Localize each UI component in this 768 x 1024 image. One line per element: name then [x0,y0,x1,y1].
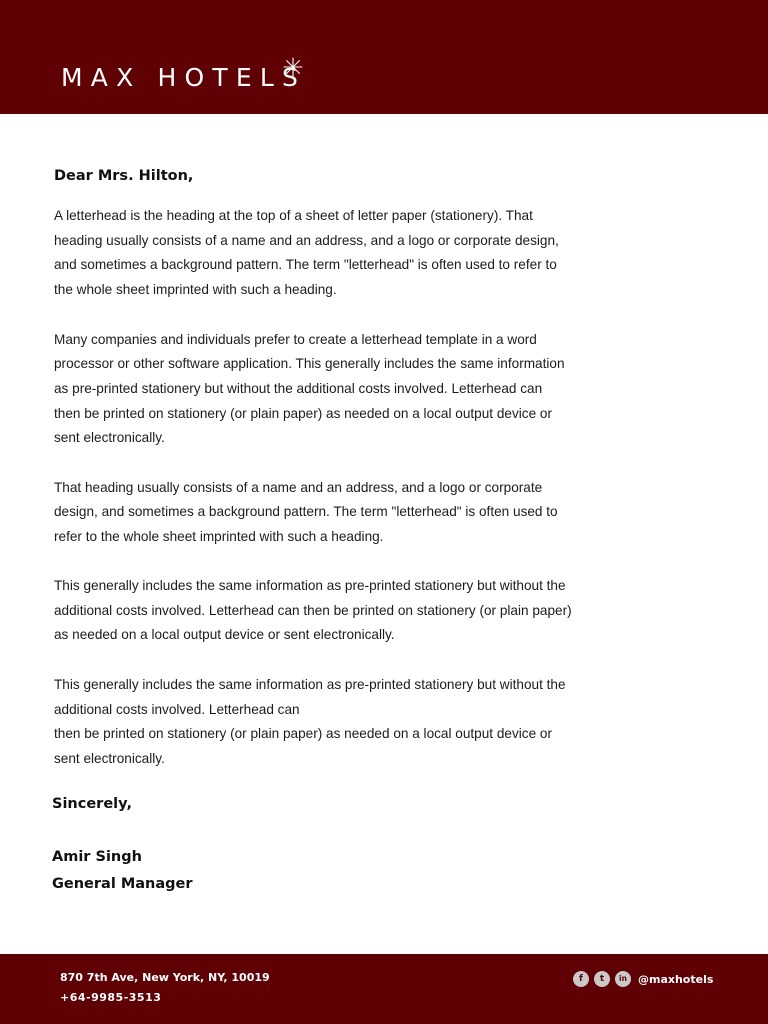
facebook-icon[interactable]: f [573,971,589,987]
paragraph-line: That heading usually consists of a name and an address, and a logo or corporate [54,479,543,495]
paragraph-line: refer to the whole sheet imprinted with such a heading. [54,528,384,544]
signer-title: General Manager [52,876,193,892]
closing: Sincerely, [52,796,132,812]
paragraph-line: additional costs involved. Letterhead can then be printed on stationery (or plain paper) [54,602,572,618]
paragraph-line: processor or other software application. This generally includes the same information [54,356,565,372]
paragraph-line: A letterhead is the heading at the top of a sheet of letter paper (stationery). That [54,208,533,223]
paragraph-line: then be printed on stationery (or plain paper) as needed on a local output device or [54,726,553,742]
salutation: Dear Mrs. Hilton, [54,168,194,184]
paragraph-5 [54,673,619,772]
paragraph-line: and sometimes a background pattern. The term "letterhead" is often used to refer to [54,257,557,273]
paragraph-line: Many companies and individuals prefer to create a letterhead template in a word [54,331,537,347]
paragraph-line: additional costs involved. Letterhead can [54,701,300,717]
signer-name: Amir Singh [52,849,142,865]
paragraph-1 [54,204,619,303]
paragraph-4 [54,574,619,648]
paragraph-3 [54,476,619,550]
brand-name: MAX HOTELS [61,63,307,92]
address: 870 7th Ave, New York, NY, 10019 [60,971,270,984]
phone-number: +64-9985-3513 [60,991,162,1004]
paragraph-line: then be printed on stationery (or plain paper) as needed on a local output device or [54,405,553,421]
asterisk-star-icon [283,57,303,77]
social-handle[interactable]: @maxhotels [638,972,714,986]
paragraph-line: sent electronically. [54,751,165,767]
paragraph-line: This generally includes the same information as pre-printed stationery but without the [54,677,566,692]
paragraph-line: sent electronically. [54,430,165,446]
paragraph-line: design, and sometimes a background pattern. The term "letterhead" is often used to [54,504,558,520]
letterhead-header [0,0,768,114]
letterhead-footer [0,954,768,1024]
social-links [573,971,713,987]
paragraph-2 [54,328,619,452]
paragraph-line: as needed on a local output device or sent electronically. [54,627,395,643]
paragraph-line: heading usually consists of a name and an address, and a logo or corporate design, [54,232,559,248]
paragraph-line: as pre-printed stationery but without the additional costs involved. Letterhead can [54,380,543,396]
twitter-icon[interactable]: t [594,971,610,987]
paragraph-line: the whole sheet imprinted with such a heading. [54,282,337,298]
linkedin-icon[interactable]: in [615,971,631,987]
paragraph-line: This generally includes the same information as pre-printed stationery but without the [54,578,566,593]
